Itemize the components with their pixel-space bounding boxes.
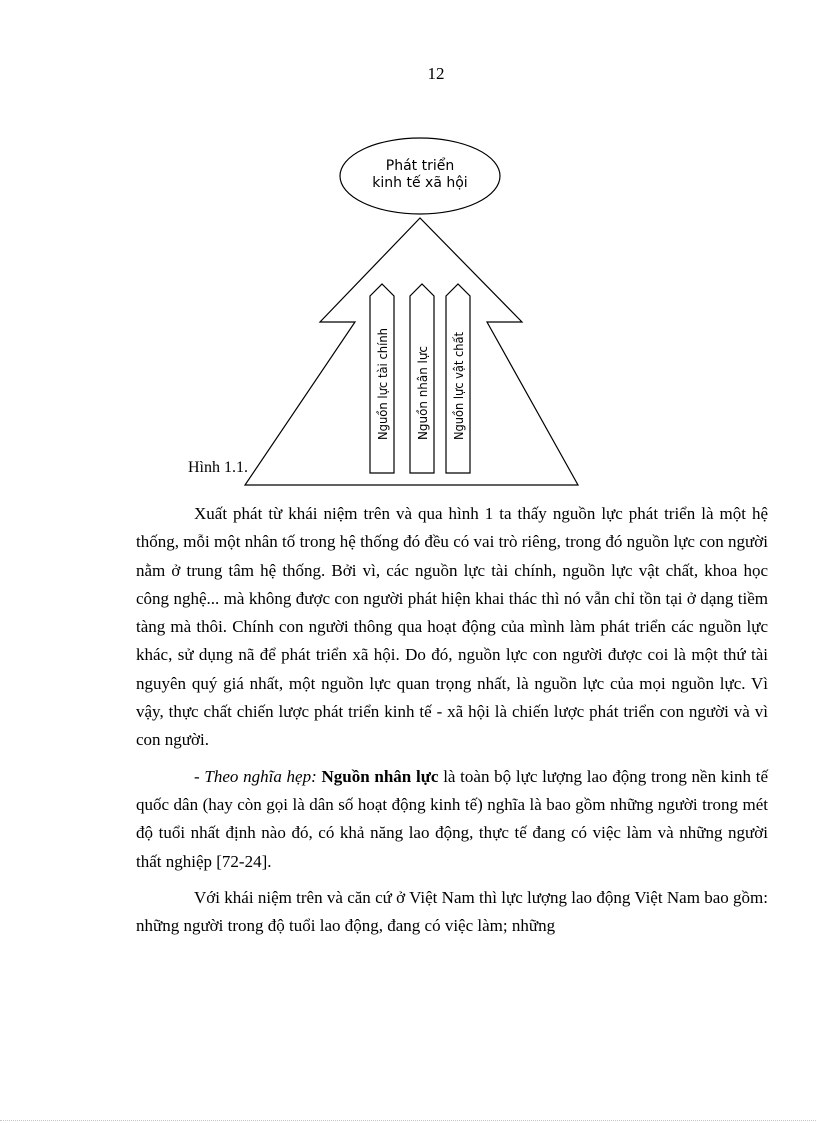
human-resource-term: Nguồn nhân lực [321,766,439,786]
body-text [136,500,768,948]
column-label-middle: Nguồn nhân lực [416,345,430,440]
goal-label-line1: Phát triển [385,158,455,174]
column-label-left: Nguồn lực tài chính [376,323,390,440]
page-bottom-rule [0,1120,816,1121]
paragraph-1: Xuất phát từ khái niệm trên và qua hình 1 ta thấy nguồn lực phát triển là một hệ thống, mỗi một nhân tố trong hệ thống đó đều có vai trò riêng, trong đó nguồn lực con người nằm ở trung tâm hệ thống. Bởi vì, các nguồn lực tài chính, nguồn lực vật chất, khoa học công nghệ... mà không được con người phát hiện khai thác thì nó vẫn chỉ tồn tại ở dạng tiềm tàng mà thôi. Chính con người thông qua hoạt động của mình làm phát triển các nguồn lực khác, sử dụng nã để phát triển xã hội. Do đó, nguồn lực con người được coi là một thứ tài nguyên quý giá nhất, một nguồn lực quan trọng nhất, là nguồn lực của mọi nguồn lực. Vì vậy, thực chất chiến lược phát triển kinh tế - xã hội là chiến lược phát triển con người và vì con người. [136,504,768,750]
paragraph-3: Với khái niệm trên và căn cứ ở Việt Nam thì lực lượng lao động Việt Nam bao gồm: những người trong độ tuổi lao động, đang có việc làm; những [136,887,768,936]
resource-diagram [0,0,816,500]
page-number: 12 [427,64,445,83]
paragraph-2-text: là toàn bộ lực lượng lao động trong nền kinh tế quốc dân (hay còn gọi là dân số hoạt động kinh tế) nghĩa là bao gồm những người trong mét độ tuổi nhất định nào đó, có khả năng lao động, thực tế đang có việc làm và những người thất nghiệp [72-24]. [136,766,769,871]
narrow-sense-label: - Theo nghĩa hẹp: [194,766,317,786]
figure-caption: Hình 1.1. [188,459,248,476]
column-label-right: Nguồn lực vật chất [452,326,466,440]
paragraph-2 [136,763,768,876]
goal-label-line2: kinh tế xã hội [372,175,468,191]
